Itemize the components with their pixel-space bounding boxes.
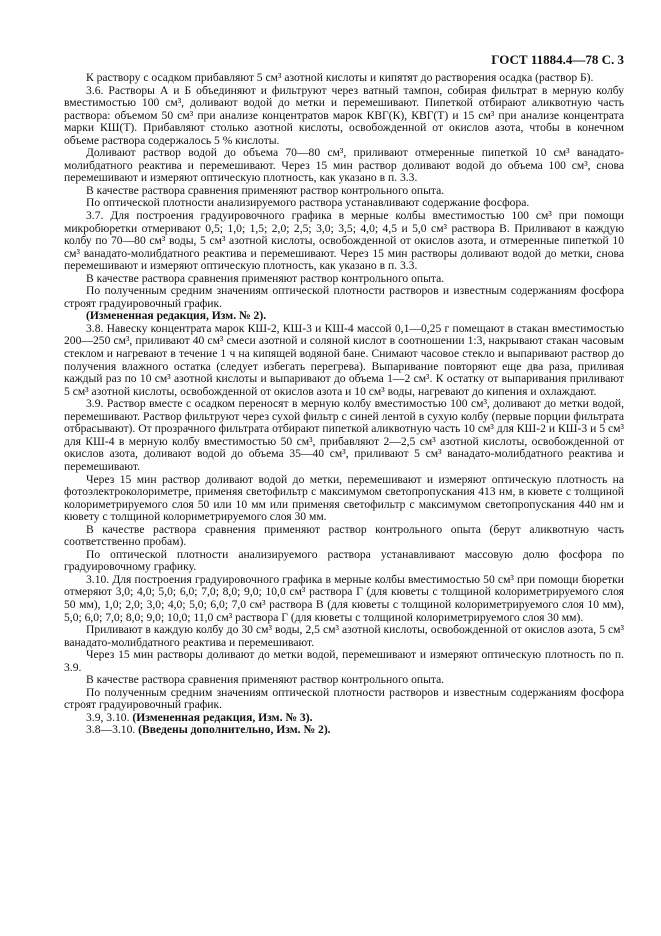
paragraph: В качестве раствора сравнения применяют раствор контрольного опыта (берут аликвотную часть соответственно пробам). bbox=[64, 522, 624, 549]
paragraph: По полученным средним значениям оптической плотности растворов и известным содержаниям фосфора строят градуировочный график. bbox=[64, 685, 624, 712]
paragraph: 3.8. Навеску концентрата марок КШ-2, КШ-3 и КШ-4 массой 0,1—0,25 г помещают в стакан вместимостью 200—250 см³, приливают 40 см³ смеси азотной и соляной кислот в соотношении 1:3, накрывают стакан часовым стеклом и нагревают в течение 1 ч на кипящей водяной бане. Снимают часовое стекло и выпаривают раствор до получения влажного остатка (следует избегать перегрева). Выпаривание повторяют еще два раза, приливая каждый раз по 10 см³ азотной кислоты и выпаривают до объема 1—2 см³. К остатку от выпаривания приливают 5 см³ азотной кислоты, освобожденной от окислов азота и 10 см³ воды, нагревают до кипения и охлаждают. bbox=[64, 321, 624, 398]
paragraph: Через 15 мин раствор доливают водой до метки, перемешивают и измеряют оптическую плотность на фотоэлектроколориметре, применяя светофильтр с максимумом светопропускания 413 нм, в кювете с толщиной колориметрируемого слоя 50 или 10 мм или применяя светофильтр с максимумом светопропускания 440 нм и кювету с толщиной колориметрируемого слоя 30 мм. bbox=[64, 472, 624, 524]
paragraph: 3.9. Раствор вместе с осадком переносят в мерную колбу вместимостью 100 см³, доливают до метки водой, перемешивают. Раствор фильтруют через сухой фильтр с синей лентой в сухую колбу (первые порции фильтрата отбрасывают). От прозрачного фильтрата отбирают пипеткой аликвотную часть 10 см³ для КШ-2 и КШ-3 и 5 см³ для КШ-4 в мерную колбу вместимостью 50 см³, прибавляют 2—2,5 см³ азотной кислоты, освобожденной от окислов азота, доливают водой до объема 35—40 см³, приливают 5 см³ ванадато-молибдатного реактива и перемешивают. bbox=[64, 397, 624, 473]
revision-note-text: (Введены дополнительно, Изм. № 2). bbox=[138, 723, 331, 737]
paragraph: К раствору с осадком прибавляют 5 см³ азотной кислоты и кипятят до растворения осадка (раствор Б). bbox=[86, 71, 594, 84]
revision-note bbox=[64, 724, 624, 737]
paragraph: 3.10. Для построения градуировочного графика в мерные колбы вместимостью 50 см³ при помощи бюретки отмеряют 3,0; 4,0; 5,0; 6,0; 7,0; 8,0; 9,0; 10,0 см³ раствора Г (для кюветы с толщиной колориметрируемого слоя 50 мм), 1,0; 2,0; 3,0; 4,0; 5,0; 6,0; 7,0 см³ раствора В (для кюветы с толщиной колориметрируемого слоя 10 мм), 5,0; 6,0; 7,0; 8,0; 9,0; 10,0; 11,0 см³ раствора Г (для кюветы с толщиной колориметрируемого слоя 30 мм). bbox=[64, 572, 624, 624]
paragraph: Доливают раствор водой до объема 70—80 см³, приливают отмеренные пипеткой 10 см³ ванадато-молибдатного реактива и перемешивают. Через 15 мин раствор доливают водой до объема 100 см³, снова перемешивают и измеряют оптическую плотность, как указано в п. 3.3. bbox=[64, 146, 624, 185]
revision-note-clauses: 3.9, 3.10. bbox=[86, 710, 133, 724]
revision-note-text: (Измененная редакция, Изм. № 3). bbox=[132, 710, 313, 724]
paragraph: 3.7. Для построения градуировочного графика в мерные колбы вместимостью 100 см³ при помощи микробюретки отмеривают 0,5; 1,0; 1,5; 2,0; 2,5; 3,0; 3,5; 4,0; 4,5 и 5,0 см³ раствора В. Приливают в каждую колбу по 70—80 см³ воды, 5 см³ азотной кислоты, освобожденной от окислов азота, и отмеренные пипеткой 10 см³ ванадато-молибдатного реактива и перемешивают. Через 15 мин растворы доливают водой до метки, снова перемешивают и измеряют оптическую плотность, как указано в п. 3.3. bbox=[64, 209, 624, 273]
paragraph: Приливают в каждую колбу до 30 см³ воды, 2,5 см³ азотной кислоты, освобожденной от окислов азота, 5 см³ ванадато-молибдатного реактива и перемешивают. bbox=[64, 623, 624, 649]
paragraph: В качестве раствора сравнения применяют раствор контрольного опыта. bbox=[86, 673, 445, 687]
paragraph: По полученным средним значениям оптической плотности растворов и известным содержаниям фосфора строят градуировочный график. bbox=[64, 284, 624, 310]
paragraph: По оптической плотности анализируемого раствора устанавливают содержание фосфора. bbox=[86, 196, 530, 210]
paragraph: По оптической плотности анализируемого раствора устанавливают массовую долю фосфора по градуировочному графику. bbox=[64, 547, 624, 574]
revision-note-text: (Измененная редакция, Изм. № 2). bbox=[86, 309, 267, 323]
paragraph: 3.6. Растворы А и Б объединяют и фильтруют через ватный тампон, собирая фильтрат в мерную колбу вместимостью 100 см³, доливают водой до метки и перемешивают. Пипеткой отбирают аликвотную часть раствора: объемом 50 см³ при анализе концентратов марок КВГ(К), КВГ(Т) и 15 см³ при анализе концентрата марки КШ(Т). Прибавляют столько азотной кислоты, освобожденной от окислов азота, чтобы в конечном объеме раствора содержалось 5 % кислоты. bbox=[64, 83, 624, 147]
page-header: ГОСТ 11884.4—78 С. 3 bbox=[491, 52, 624, 67]
paragraph: Через 15 мин растворы доливают до метки водой, перемешивают и измеряют оптическую плотность по п. 3.9. bbox=[64, 648, 624, 674]
revision-note-clauses: 3.8—3.10. bbox=[86, 723, 139, 737]
document-body bbox=[64, 72, 624, 737]
paragraph: В качестве раствора сравнения применяют раствор контрольного опыта. bbox=[86, 183, 445, 197]
paragraph: В качестве раствора сравнения применяют раствор контрольного опыта. bbox=[86, 271, 445, 285]
